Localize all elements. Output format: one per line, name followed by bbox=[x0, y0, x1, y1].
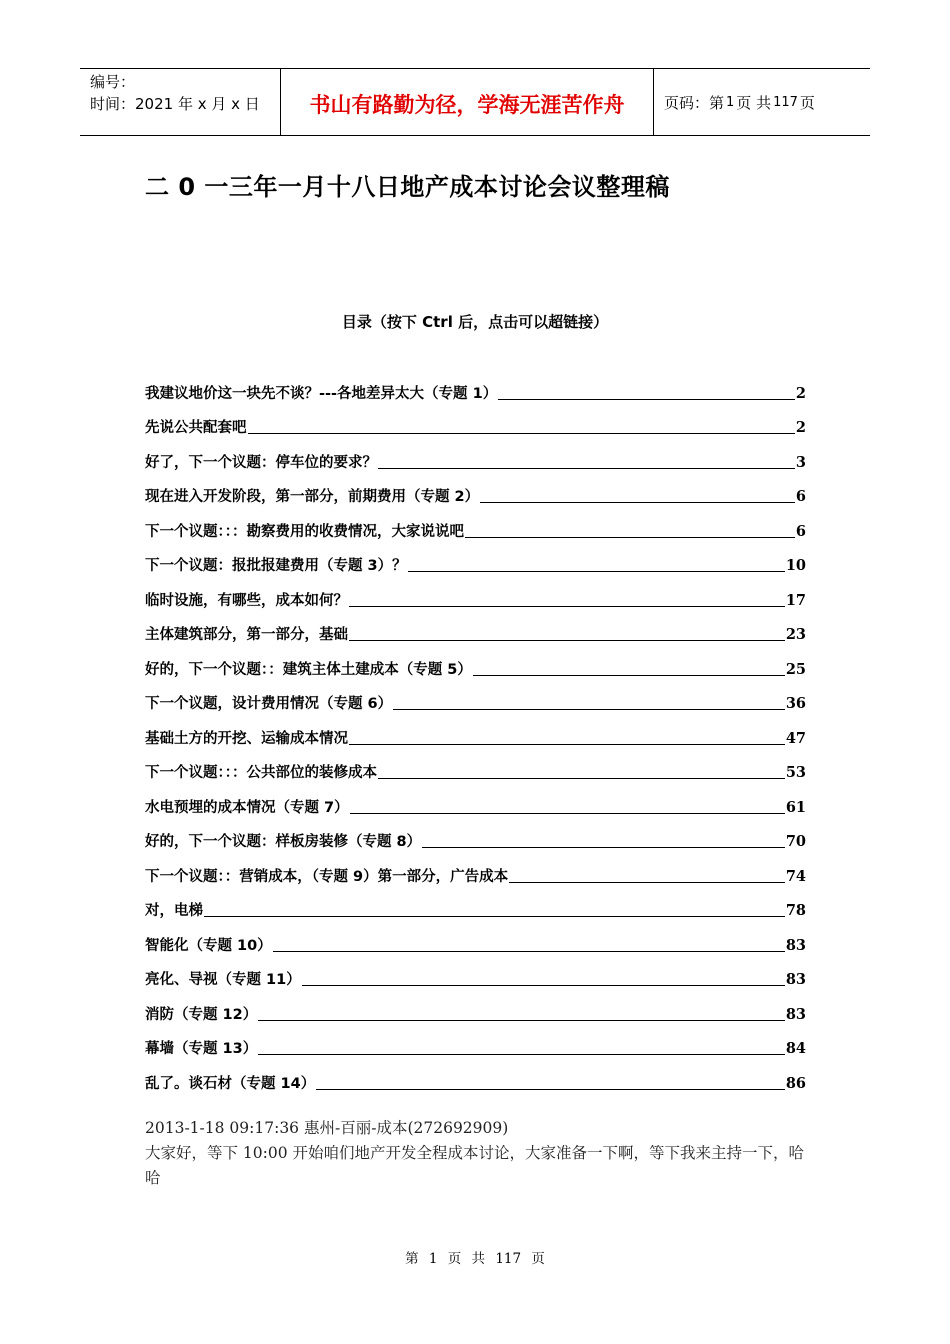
toc-leader-line bbox=[509, 881, 785, 883]
toc-entry-title: 幕墙（专题 13） bbox=[145, 1041, 258, 1057]
toc-entry-title: 先说公共配套吧 bbox=[145, 420, 247, 436]
toc-leader-line bbox=[473, 674, 785, 676]
toc-leader-line bbox=[204, 915, 785, 917]
toc-entry-title: 下一个议题：：：公共部位的装修成本 bbox=[145, 765, 377, 781]
toc-entry-page: 84 bbox=[785, 1040, 806, 1057]
toc-entry-link[interactable] bbox=[145, 818, 806, 853]
toc-leader-line bbox=[349, 605, 785, 607]
toc-entry-link[interactable] bbox=[145, 680, 806, 715]
time-label: 时间：2021 年 x 月 x 日 bbox=[90, 95, 260, 113]
toc-entry-page: 53 bbox=[785, 764, 806, 781]
toc-entry-title: 下一个议题：报批报建费用（专题 3）？ bbox=[145, 558, 407, 574]
document-title: 二 0 一三年一月十八日地产成本讨论会议整理稿 bbox=[145, 173, 670, 201]
header-motto: 书山有路勤为径，学海无涯苦作舟 bbox=[281, 69, 654, 135]
toc-entry-page: 25 bbox=[785, 660, 806, 678]
toc-leader-line bbox=[302, 984, 785, 986]
toc-entry-page: 2 bbox=[795, 419, 806, 436]
toc-entry-title: 水电预埋的成本情况（专题 7） bbox=[145, 799, 349, 816]
toc-entry-title: 下一个议题，设计费用情况（专题 6） bbox=[145, 696, 393, 712]
toc-leader-line bbox=[465, 536, 795, 538]
toc-entry-page: 83 bbox=[785, 971, 806, 988]
message-meta: 2013-1-18 09:17:36 惠州-百丽-成本(272692909) bbox=[145, 1119, 509, 1137]
toc-leader-line bbox=[498, 398, 795, 400]
toc-entry-page: 36 bbox=[785, 695, 806, 712]
toc-entry-page: 86 bbox=[785, 1074, 806, 1092]
page-current: 1 bbox=[726, 94, 735, 110]
toc-leader-line bbox=[378, 777, 785, 779]
table-of-contents bbox=[145, 369, 806, 1094]
toc-entry-page: 6 bbox=[795, 522, 806, 540]
toc-entry-title: 智能化（专题 10） bbox=[145, 937, 272, 954]
toc-entry-page: 2 bbox=[795, 384, 806, 402]
toc-entry-page: 83 bbox=[785, 936, 806, 954]
toc-leader-line bbox=[378, 467, 795, 469]
toc-leader-line bbox=[408, 570, 785, 572]
message-body: 大家好，等下 10:00 开始咱们地产开发全程成本讨论，大家准备一下啊，等下我来主持一下，哈哈 bbox=[145, 1144, 805, 1187]
toc-entry-link[interactable] bbox=[145, 1025, 806, 1060]
toc-entry-title: 现在进入开发阶段，第一部分，前期费用（专题 2） bbox=[145, 489, 480, 505]
toc-entry-page: 74 bbox=[785, 867, 806, 885]
page-mid: 页 共 bbox=[736, 93, 772, 112]
page-footer: 第 1 页 共 117 页 bbox=[405, 1251, 545, 1267]
toc-entry-title: 对，电梯 bbox=[145, 903, 203, 919]
toc-entry-link[interactable] bbox=[145, 852, 806, 887]
toc-leader-line bbox=[258, 1053, 785, 1055]
toc-leader-line bbox=[349, 743, 785, 745]
toc-entry-page: 23 bbox=[785, 626, 806, 643]
toc-entry-page: 70 bbox=[785, 833, 806, 850]
toc-entry-title: 乱了。谈石材（专题 14） bbox=[145, 1075, 316, 1092]
code-label: 编号： bbox=[90, 73, 136, 91]
toc-entry-link[interactable] bbox=[145, 611, 806, 646]
toc-leader-line bbox=[350, 812, 785, 814]
toc-entry-title: 基础土方的开挖、运输成本情况 bbox=[145, 730, 348, 747]
toc-entry-link[interactable] bbox=[145, 438, 806, 473]
toc-entry-page: 10 bbox=[785, 557, 806, 574]
toc-entry-page: 47 bbox=[785, 729, 806, 747]
toc-entry-title: 好的，下一个议题：样板房装修（专题 8） bbox=[145, 834, 422, 850]
header-meta bbox=[80, 69, 281, 135]
toc-entry-title: 消防（专题 12） bbox=[145, 1006, 258, 1023]
page-total: 117 bbox=[773, 94, 798, 110]
toc-entry-link[interactable] bbox=[145, 507, 806, 542]
chat-message bbox=[145, 1116, 810, 1191]
toc-entry-link[interactable] bbox=[145, 645, 806, 680]
toc-leader-line bbox=[393, 708, 785, 710]
toc-entry-link[interactable] bbox=[145, 542, 806, 577]
toc-entry-title: 好了，下一个议题：停车位的要求？ bbox=[145, 454, 377, 471]
toc-entry-title: 好的，下一个议题：：建筑主体土建成本（专题 5） bbox=[145, 661, 472, 678]
toc-entry-link[interactable] bbox=[145, 404, 806, 439]
toc-leader-line bbox=[422, 846, 785, 848]
toc-entry-page: 6 bbox=[795, 488, 806, 505]
toc-entry-link[interactable] bbox=[145, 473, 806, 508]
toc-entry-title: 亮化、导视（专题 11） bbox=[145, 972, 301, 988]
toc-entry-link[interactable] bbox=[145, 956, 806, 991]
toc-entry-link[interactable] bbox=[145, 783, 806, 818]
toc-entry-link[interactable] bbox=[145, 887, 806, 922]
page-suffix: 页 bbox=[799, 93, 815, 112]
toc-entry-link[interactable] bbox=[145, 576, 806, 611]
header-page-info bbox=[654, 69, 870, 135]
toc-entry-page: 78 bbox=[785, 902, 806, 919]
toc-entry-link[interactable] bbox=[145, 714, 806, 749]
toc-entry-page: 83 bbox=[785, 1005, 806, 1023]
toc-entry-link[interactable] bbox=[145, 369, 806, 404]
toc-leader-line bbox=[248, 432, 795, 434]
toc-entry-link[interactable] bbox=[145, 990, 806, 1025]
toc-entry-title: 我建议地价这一块先不谈？---各地差异太大（专题 1） bbox=[145, 385, 498, 402]
toc-entry-title: 下一个议题：：营销成本，（专题 9）第一部分，广告成本 bbox=[145, 868, 509, 885]
toc-entry-page: 61 bbox=[785, 798, 806, 816]
toc-entry-title: 下一个议题：：：勘察费用的收费情况，大家说说吧 bbox=[145, 523, 464, 540]
page-header bbox=[80, 68, 870, 136]
toc-leader-line bbox=[480, 501, 795, 503]
toc-entry-page: 3 bbox=[795, 453, 806, 471]
toc-entry-page: 17 bbox=[785, 591, 806, 609]
toc-entry-title: 主体建筑部分，第一部分，基础 bbox=[145, 627, 348, 643]
toc-leader-line bbox=[273, 950, 785, 952]
toc-entry-title: 临时设施，有哪些，成本如何？ bbox=[145, 592, 348, 609]
toc-entry-link[interactable] bbox=[145, 1059, 806, 1094]
toc-leader-line bbox=[316, 1088, 785, 1090]
toc-leader-line bbox=[349, 639, 785, 641]
toc-heading: 目录（按下 Ctrl 后，点击可以超链接） bbox=[341, 313, 609, 331]
toc-entry-link[interactable] bbox=[145, 921, 806, 956]
page-prefix: 页码：第 bbox=[664, 93, 725, 112]
toc-leader-line bbox=[258, 1019, 785, 1021]
toc-entry-link[interactable] bbox=[145, 749, 806, 784]
